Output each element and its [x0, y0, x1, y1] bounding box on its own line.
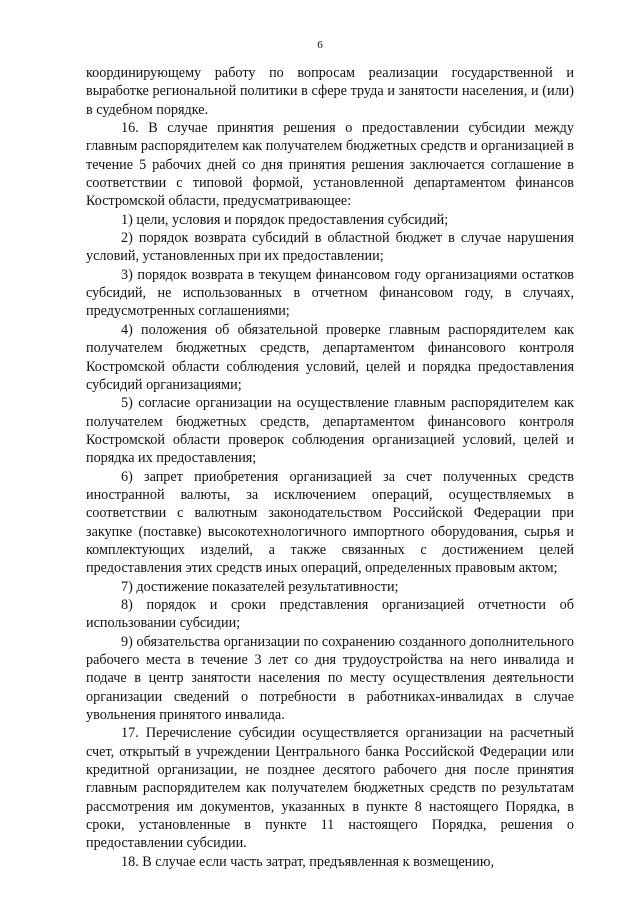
paragraph-18: 18. В случае если часть затрат, предъявленная к возмещению, — [121, 853, 494, 870]
page-number: 6 — [317, 39, 323, 51]
list-item-1: 1) цели, условия и порядок предоставления субсидий; — [121, 211, 449, 228]
list-item-3: 3) порядок возврата в текущем финансовом году организациями остатков субсидий, не использованных в отчетном финансовом году, в случаях, предусмотренных соглашениями; — [86, 266, 574, 320]
list-item-8: 8) порядок и сроки представления организацией отчетности об использовании субсидии; — [86, 596, 574, 632]
list-item-7: 7) достижение показателей результативности; — [121, 578, 399, 595]
list-item-5: 5) согласие организации на осуществление главным распорядителем как получателем бюджетных средств, департаментом финансового контроля Костромской области проверок соблюдения организацией условий, целей и порядка их предоставления; — [86, 395, 574, 467]
document-body — [86, 64, 574, 871]
list-item-2: 2) порядок возврата субсидий в областной бюджет в случае нарушения условий, установленных при их предоставлении; — [86, 230, 574, 265]
paragraph-17: 17. Перечисление субсидии осуществляется организации на расчетный счет, открытый в учреждении Центрального банка Российской Федерации или кредитной организации, не позднее десятого рабочего дня после принятия главным распорядителем как получателем бюджетных средств по результатам рассмотрения им документов, указанных в пункте 8 настоящего Порядка, в сроки, установленные в пункте 11 настоящего Порядка, решения о предоставлении субсидии. — [86, 725, 574, 852]
paragraph-continuation: координирующему работу по вопросам реализации государственной и выработке региональной политики в сфере труда и занятости населения, и (или) в судебном порядке. — [86, 65, 574, 118]
list-item-9: 9) обязательства организации по сохранению созданного дополнительного рабочего места в течение 3 лет со дня трудоустройства на него инвалида и подаче в центр занятости населения по месту осуществления деятельности организации сведений о потребности в работниках-инвалидах в случае увольнения принятого инвалида. — [86, 633, 574, 724]
paragraph-16: 16. В случае принятия решения о предоставлении субсидии между главным распорядителем как получателем бюджетных средств и организацией в течение 5 рабочих дней со дня принятия решения заключается соглашение в соответствии с типовой формой, установленной департаментом финансов Костромской области, предусматривающее: — [86, 120, 574, 210]
list-item-6: 6) запрет приобретения организацией за счет полученных средств иностранной валюты, за исключением операций, осуществляемых в соответствии с валютным законодательством Российской Федерации при закупке (поставке) высокотехнологичного импортного оборудования, сырья и комплектующих изделий, а также связанных с достижением целей предоставления этих средств иных операций, определенных правовым актом; — [86, 468, 574, 577]
list-item-4: 4) положения об обязательной проверке главным распорядителем как получателем бюджетных средств, департаментом финансового контроля Костромской области соблюдения условий, целей и порядка предоставления субсидий организациями; — [86, 321, 574, 393]
